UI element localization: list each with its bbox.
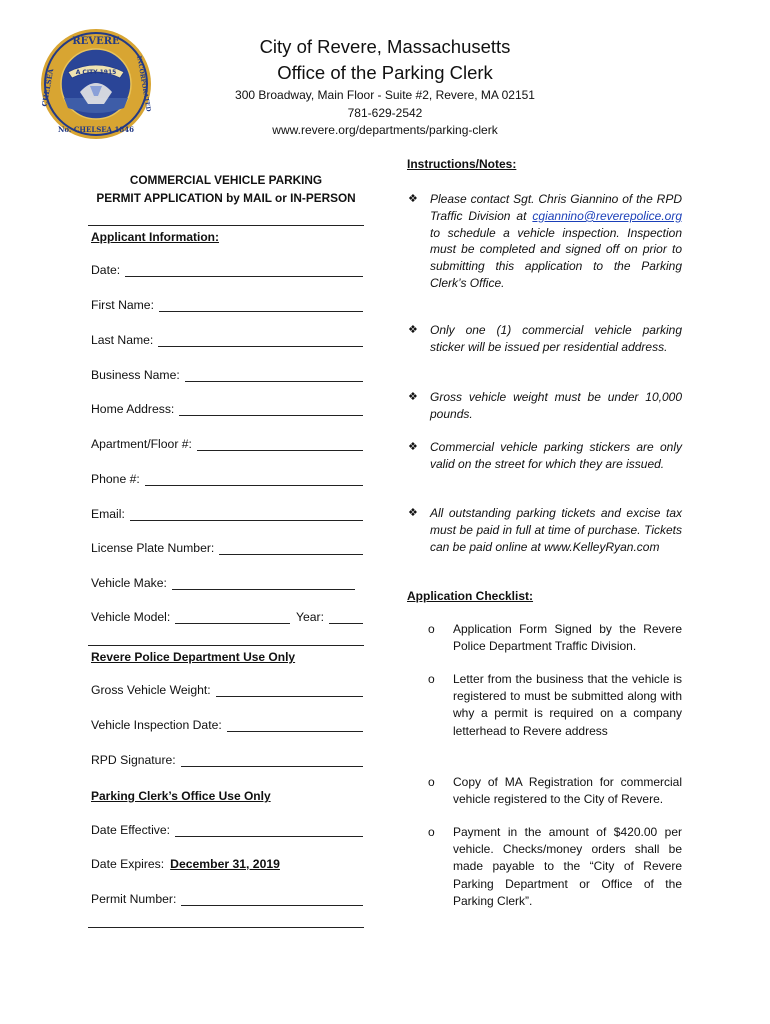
apartment-input-line[interactable] [197,438,363,451]
instructions-heading: Instructions/Notes: [407,157,517,171]
checklist-item [430,824,682,910]
form-title-line1: COMMERCIAL VEHICLE PARKING [129,173,323,187]
diamond-bullet-icon: ❖ [408,324,418,336]
note-item [408,439,682,473]
note-item [408,389,682,423]
rpd-signature-field[interactable] [91,753,363,767]
note5-text: All outstanding parking tickets and excise tax must be paid in full at time of purchase. Tickets can be paid online at www.KelleyRyan.com [430,506,682,554]
permit-number-label: Permit Number: [91,892,177,906]
apartment-label: Apartment/Floor #: [91,437,192,451]
email-label: Email: [91,507,125,521]
date-label: Date: [91,263,121,277]
license-plate-field[interactable] [91,541,363,555]
divider [88,927,364,928]
date-expires-value: December 31, 2019 [170,857,280,871]
gross-weight-input-line[interactable] [216,684,363,697]
year-label: Year: [295,610,324,624]
seal-text-bottom: No. CHELSEA 1846 [57,125,135,134]
inspection-date-label: Vehicle Inspection Date: [91,718,222,732]
seal-text-right: INCORPORATED [135,55,152,113]
home-address-label: Home Address: [91,402,175,416]
apartment-field[interactable] [91,437,363,451]
police-email-link[interactable]: cgiannino@reverepolice.org [532,208,682,223]
last-name-input-line[interactable] [158,334,363,347]
note2-text: Only one (1) commercial vehicle parking sticker will be issued per residential address. [430,323,682,354]
date-effective-label: Date Effective: [91,823,171,837]
phone-field[interactable] [91,472,363,486]
page-subtitle: Office of the Parking Clerk [277,62,493,83]
business-name-input-line[interactable] [185,369,363,382]
checklist-heading: Application Checklist: [407,589,534,603]
police-use-heading: Revere Police Department Use Only [91,650,296,664]
form-title-line2: PERMIT APPLICATION by MAIL or IN-PERSON [96,191,356,205]
note4-text: Commercial vehicle parking stickers are only valid on the street for which they are issued. [430,440,682,471]
note1-text: Please contact Sgt. Chris Giannino of the RPD Traffic Division at [430,192,682,223]
vehicle-make-field[interactable] [91,576,355,590]
vehicle-make-label: Vehicle Make: [91,576,167,590]
note1-text-cont: to schedule a vehicle inspection. Inspection must be completed and signed off on prior to submitting this application to the Parking Clerk’s Office. [430,225,682,290]
circle-bullet-icon: o [428,672,435,686]
inspection-date-field[interactable] [91,718,363,732]
year-input-line[interactable] [329,611,363,624]
diamond-bullet-icon: ❖ [408,441,418,453]
checklist-item4-text: Payment in the amount of $420.00 per vehicle. Checks/money orders shall be made payable to the “City of Revere Parking Department or Office of the Parking Clerk”. [453,825,682,908]
date-field[interactable] [91,263,363,277]
rpd-signature-label: RPD Signature: [91,753,176,767]
license-plate-input-line[interactable] [219,542,363,555]
note-item [408,322,682,356]
vehicle-make-input-line[interactable] [172,577,355,590]
date-effective-input-line[interactable] [175,824,363,837]
business-name-label: Business Name: [91,368,180,382]
first-name-label: First Name: [91,298,154,312]
vehicle-model-label: Vehicle Model: [91,610,171,624]
city-seal-logo [40,28,152,140]
checklist-item2-text: Letter from the business that the vehicle is registered to must be submitted along with why a permit is required on a company letterhead to Revere address [453,672,682,738]
checklist-item [430,671,682,740]
last-name-label: Last Name: [91,333,154,347]
diamond-bullet-icon: ❖ [408,507,418,519]
license-plate-label: License Plate Number: [91,541,215,555]
permit-number-input-line[interactable] [181,893,363,906]
phone-label: Phone #: [91,472,140,486]
page-title: City of Revere, Massachusetts [259,36,511,57]
inspection-date-input-line[interactable] [227,719,363,732]
diamond-bullet-icon: ❖ [408,193,418,205]
divider [88,225,364,226]
diamond-bullet-icon: ❖ [408,391,418,403]
date-input-line[interactable] [125,264,363,277]
first-name-field[interactable] [91,298,363,312]
office-address: 300 Broadway, Main Floor - Suite #2, Revere, MA 02151 [235,88,535,102]
first-name-input-line[interactable] [159,299,363,312]
note3-text: Gross vehicle weight must be under 10,000 pounds. [430,390,682,421]
seal-text-left: CHELSEA [40,67,56,108]
checklist-item [430,774,682,808]
form-title [88,171,364,207]
seal-banner: A CITY 1915 [75,69,117,76]
date-expires-field [91,857,363,871]
checklist-item3-text: Copy of MA Registration for commercial vehicle registered to the City of Revere. [453,775,682,807]
phone-input-line[interactable] [145,473,363,486]
date-effective-field[interactable] [91,823,363,837]
email-field[interactable] [91,507,363,521]
seal-text-top: REVERE [72,36,120,47]
circle-bullet-icon: o [428,825,435,839]
home-address-input-line[interactable] [179,403,363,416]
gross-weight-label: Gross Vehicle Weight: [91,683,211,697]
last-name-field[interactable] [91,333,363,347]
office-website: www.revere.org/departments/parking-clerk [272,123,498,137]
office-phone: 781-629-2542 [347,106,423,120]
note-item [408,505,682,555]
gross-weight-field[interactable] [91,683,363,697]
applicant-info-heading: Applicant Information: [91,230,219,244]
clerk-use-heading: Parking Clerk’s Office Use Only [91,789,271,803]
permit-number-field[interactable] [91,892,363,906]
business-name-field[interactable] [91,368,363,382]
vehicle-model-input-line[interactable] [175,611,290,624]
divider [88,645,364,646]
circle-bullet-icon: o [428,622,435,636]
checklist-item1-text: Application Form Signed by the Revere Police Department Traffic Division. [453,622,682,654]
vehicle-model-field[interactable] [91,610,363,624]
rpd-signature-input-line[interactable] [181,754,363,767]
date-expires-label: Date Expires: [91,857,165,871]
circle-bullet-icon: o [428,775,435,789]
checklist-item [430,621,682,655]
note-item [408,191,682,292]
home-address-field[interactable] [91,402,363,416]
email-input-line[interactable] [130,508,363,521]
